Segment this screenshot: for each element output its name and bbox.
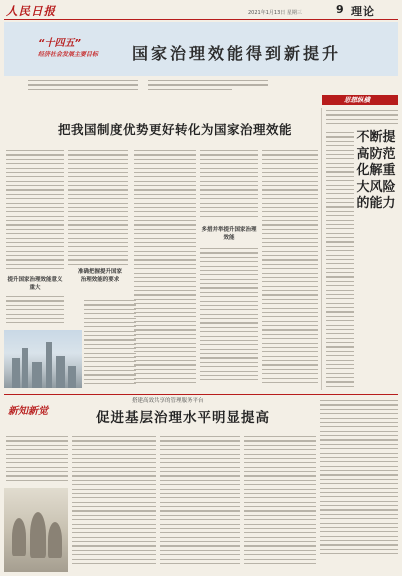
banner-title: 国家治理效能得到新提升	[132, 44, 342, 63]
bottom-column-5	[320, 400, 398, 564]
bottom-column-4	[244, 436, 316, 572]
page-name: 理论	[351, 5, 375, 18]
column-tag: 思想纵横	[344, 96, 370, 104]
subhead-3: 多措并举提升国家治理效能	[201, 227, 257, 241]
banner-intro-text	[28, 80, 138, 94]
bottom-column-tag: 新知新觉	[8, 406, 48, 417]
article-column-3	[134, 150, 196, 388]
subhead-1: 提升国家治理效能意义重大	[7, 277, 63, 291]
bottom-article-kicker: 搭建高效共享的管理服务平台	[132, 398, 204, 404]
main-article-title: 把我国制度优势更好转化为国家治理效能	[58, 122, 293, 137]
article-column-1b	[6, 296, 64, 328]
article-column-5	[262, 150, 318, 388]
banner-kicker-sub: 经济社会发展主要目标	[38, 51, 99, 58]
article-column-4	[200, 150, 258, 222]
banner-intro-text-2	[148, 80, 268, 94]
newspaper-logo: 人民日报	[6, 4, 56, 18]
article-column-4b	[200, 248, 258, 388]
issue-date: 2021年1月13日 星期三	[248, 10, 302, 16]
column-divider	[321, 108, 322, 390]
bottom-column-1	[6, 436, 68, 486]
bottom-column-3	[160, 436, 240, 572]
article-column-2	[68, 150, 128, 270]
city-skyline-photo	[4, 330, 82, 388]
article-column-2b	[84, 300, 136, 388]
right-column-title: 不断提高防范化解重大风险的能力	[356, 130, 396, 211]
right-column-text	[326, 132, 354, 388]
page-number: 9	[336, 3, 344, 16]
banner-kicker: “十四五”	[38, 38, 81, 49]
article-column-1	[6, 150, 64, 272]
section-divider	[4, 394, 398, 395]
community-service-photo	[4, 488, 68, 572]
masthead-rule	[4, 19, 398, 20]
bottom-article-title: 促进基层治理水平明显提高	[96, 410, 270, 426]
subhead-2: 准确把握提升国家治理效能的要求	[78, 269, 123, 283]
right-column-intro	[326, 110, 398, 130]
bottom-column-2	[72, 436, 156, 572]
